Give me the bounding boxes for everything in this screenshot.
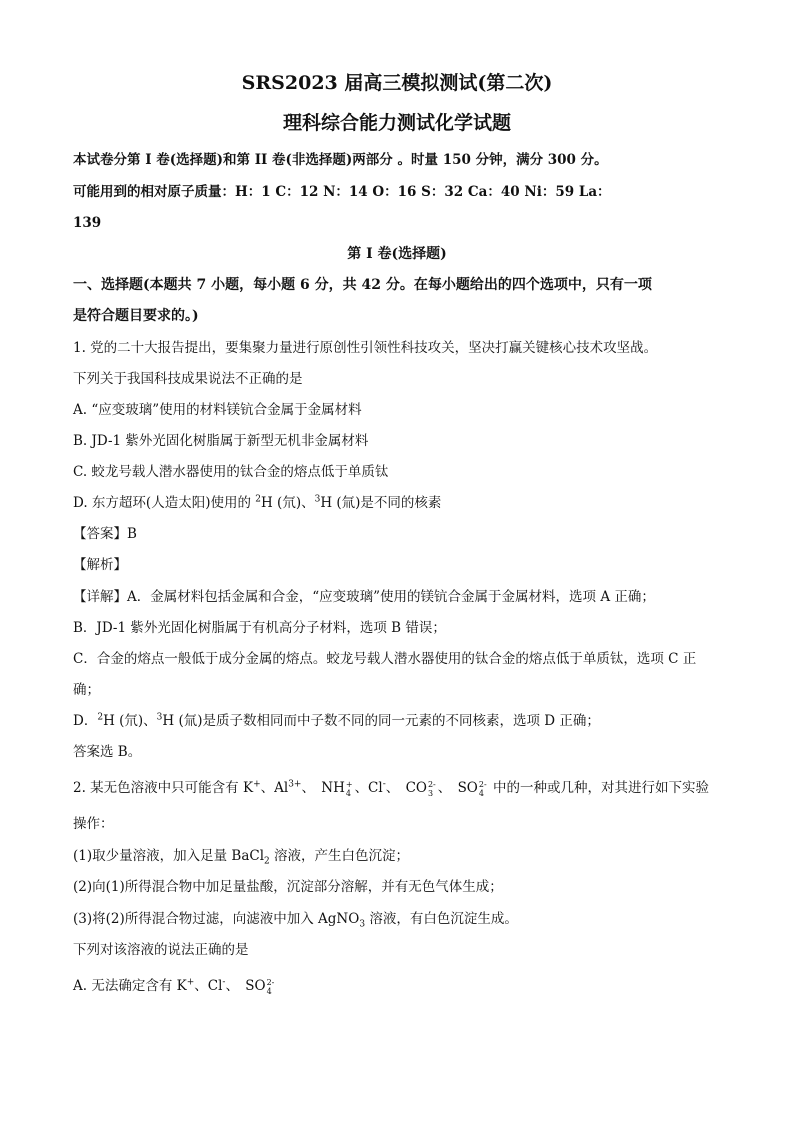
q1-option-a: A. “应变玻璃”使用的材料镁钪合金属于金属材料 <box>73 402 362 418</box>
section-instructions-continued: 是符合题目要求的。) <box>73 308 199 324</box>
exam-title: SRS2023 届高三模拟测试(第二次) <box>241 72 553 94</box>
q1-analysis-label: 【解析】 <box>73 557 127 573</box>
q2-question: 下列对该溶液的说法正确的是 <box>73 942 249 958</box>
q1-option-b: B. JD-1 紫外光固化树脂属于新型无机非金属材料 <box>73 433 369 449</box>
exam-structure-note: 本试卷分第 I 卷(选择题)和第 II 卷(非选择题)两部分 。时量 150 分钟，满分 300 分。 <box>73 152 608 168</box>
q1-detail-a: 【详解】A．金属材料包括金属和合金，“应变玻璃”使用的镁钪合金属于金属材料，选项 A 正确； <box>73 589 655 605</box>
q1-option-d: D. 东方超环(人造太阳)使用的 $^2$H (氘)、$^3$H (氚)是不同的核素 <box>73 494 442 511</box>
q1-answer: 【答案】B <box>73 526 137 542</box>
q1-option-c: C. 蛟龙号载人潜水器使用的钛合金的熔点低于单质钛 <box>73 464 389 480</box>
q2-option-a: A. 无法确定含有 K+、Cl-、 SO 2- 4 <box>73 977 275 996</box>
ammonium-ion: NH + 4 <box>321 779 353 798</box>
atomic-masses-continued: 139 <box>73 215 102 231</box>
q1-detail-c-continued: 确； <box>73 682 100 698</box>
carbonate-ion: CO 2- 3 <box>405 779 436 798</box>
q1-question: 下列关于我国科技成果说法不正确的是 <box>73 371 303 387</box>
sulfate-ion: SO 2- 4 <box>457 779 487 798</box>
q2-step-3: (3)将(2)所得混合物过滤，向滤液中加入 AgNO$_3$ 溶液，有白色沉淀生成。 <box>73 911 518 930</box>
q1-conclusion: 答案选 B。 <box>73 744 142 760</box>
q1-detail-b: B．JD-1 紫外光固化树脂属于有机高分子材料，选项 B 错误； <box>73 620 446 636</box>
section-heading: 第 I 卷(选择题) <box>347 246 447 262</box>
atomic-masses-line: 可能用到的相对原子质量：H：1 C：12 N：14 O：16 S：32 Ca：40 Ni：59 La： <box>73 184 611 200</box>
q2-step-2: (2)向(1)所得混合物中加足量盐酸，沉淀部分溶解，并有无色气体生成； <box>73 879 503 895</box>
q2-stem-continued: 操作： <box>73 816 114 832</box>
q1-detail-d: D．$^2$H (氘)、$^3$H (氚)是质子数相同而中子数不同的同一元素的不同核素，选项 D 正确； <box>73 712 600 729</box>
q1-stem: 1. 党的二十大报告提出，要集聚力量进行原创性引领性科技攻关，坚决打赢关键核心技术攻坚战。 <box>73 340 658 356</box>
sulfate-ion: SO 2- 4 <box>245 977 275 996</box>
q2-step-1: (1)取少量溶液，加入足量 BaCl$_2$ 溶液，产生白色沉淀； <box>73 848 410 867</box>
exam-subtitle: 理科综合能力测试化学试题 <box>282 112 511 134</box>
section-instructions: 一、选择题(本题共 7 小题，每小题 6 分，共 42 分。在每小题给出的四个选项中，只有一项 <box>73 277 652 293</box>
q2-stem: 2. 某无色溶液中只可能含有 K+、$Al^{3+}$、 NH + 4 、Cl-、 CO 2- 3 、 SO 2- 4 中的一种或几种，对其进行如下实验 <box>73 779 709 798</box>
q1-detail-c: C．合金的熔点一般低于成分金属的熔点。蛟龙号载人潜水器使用的钛合金的熔点低于单质钛，选项 C 正 <box>73 651 697 667</box>
